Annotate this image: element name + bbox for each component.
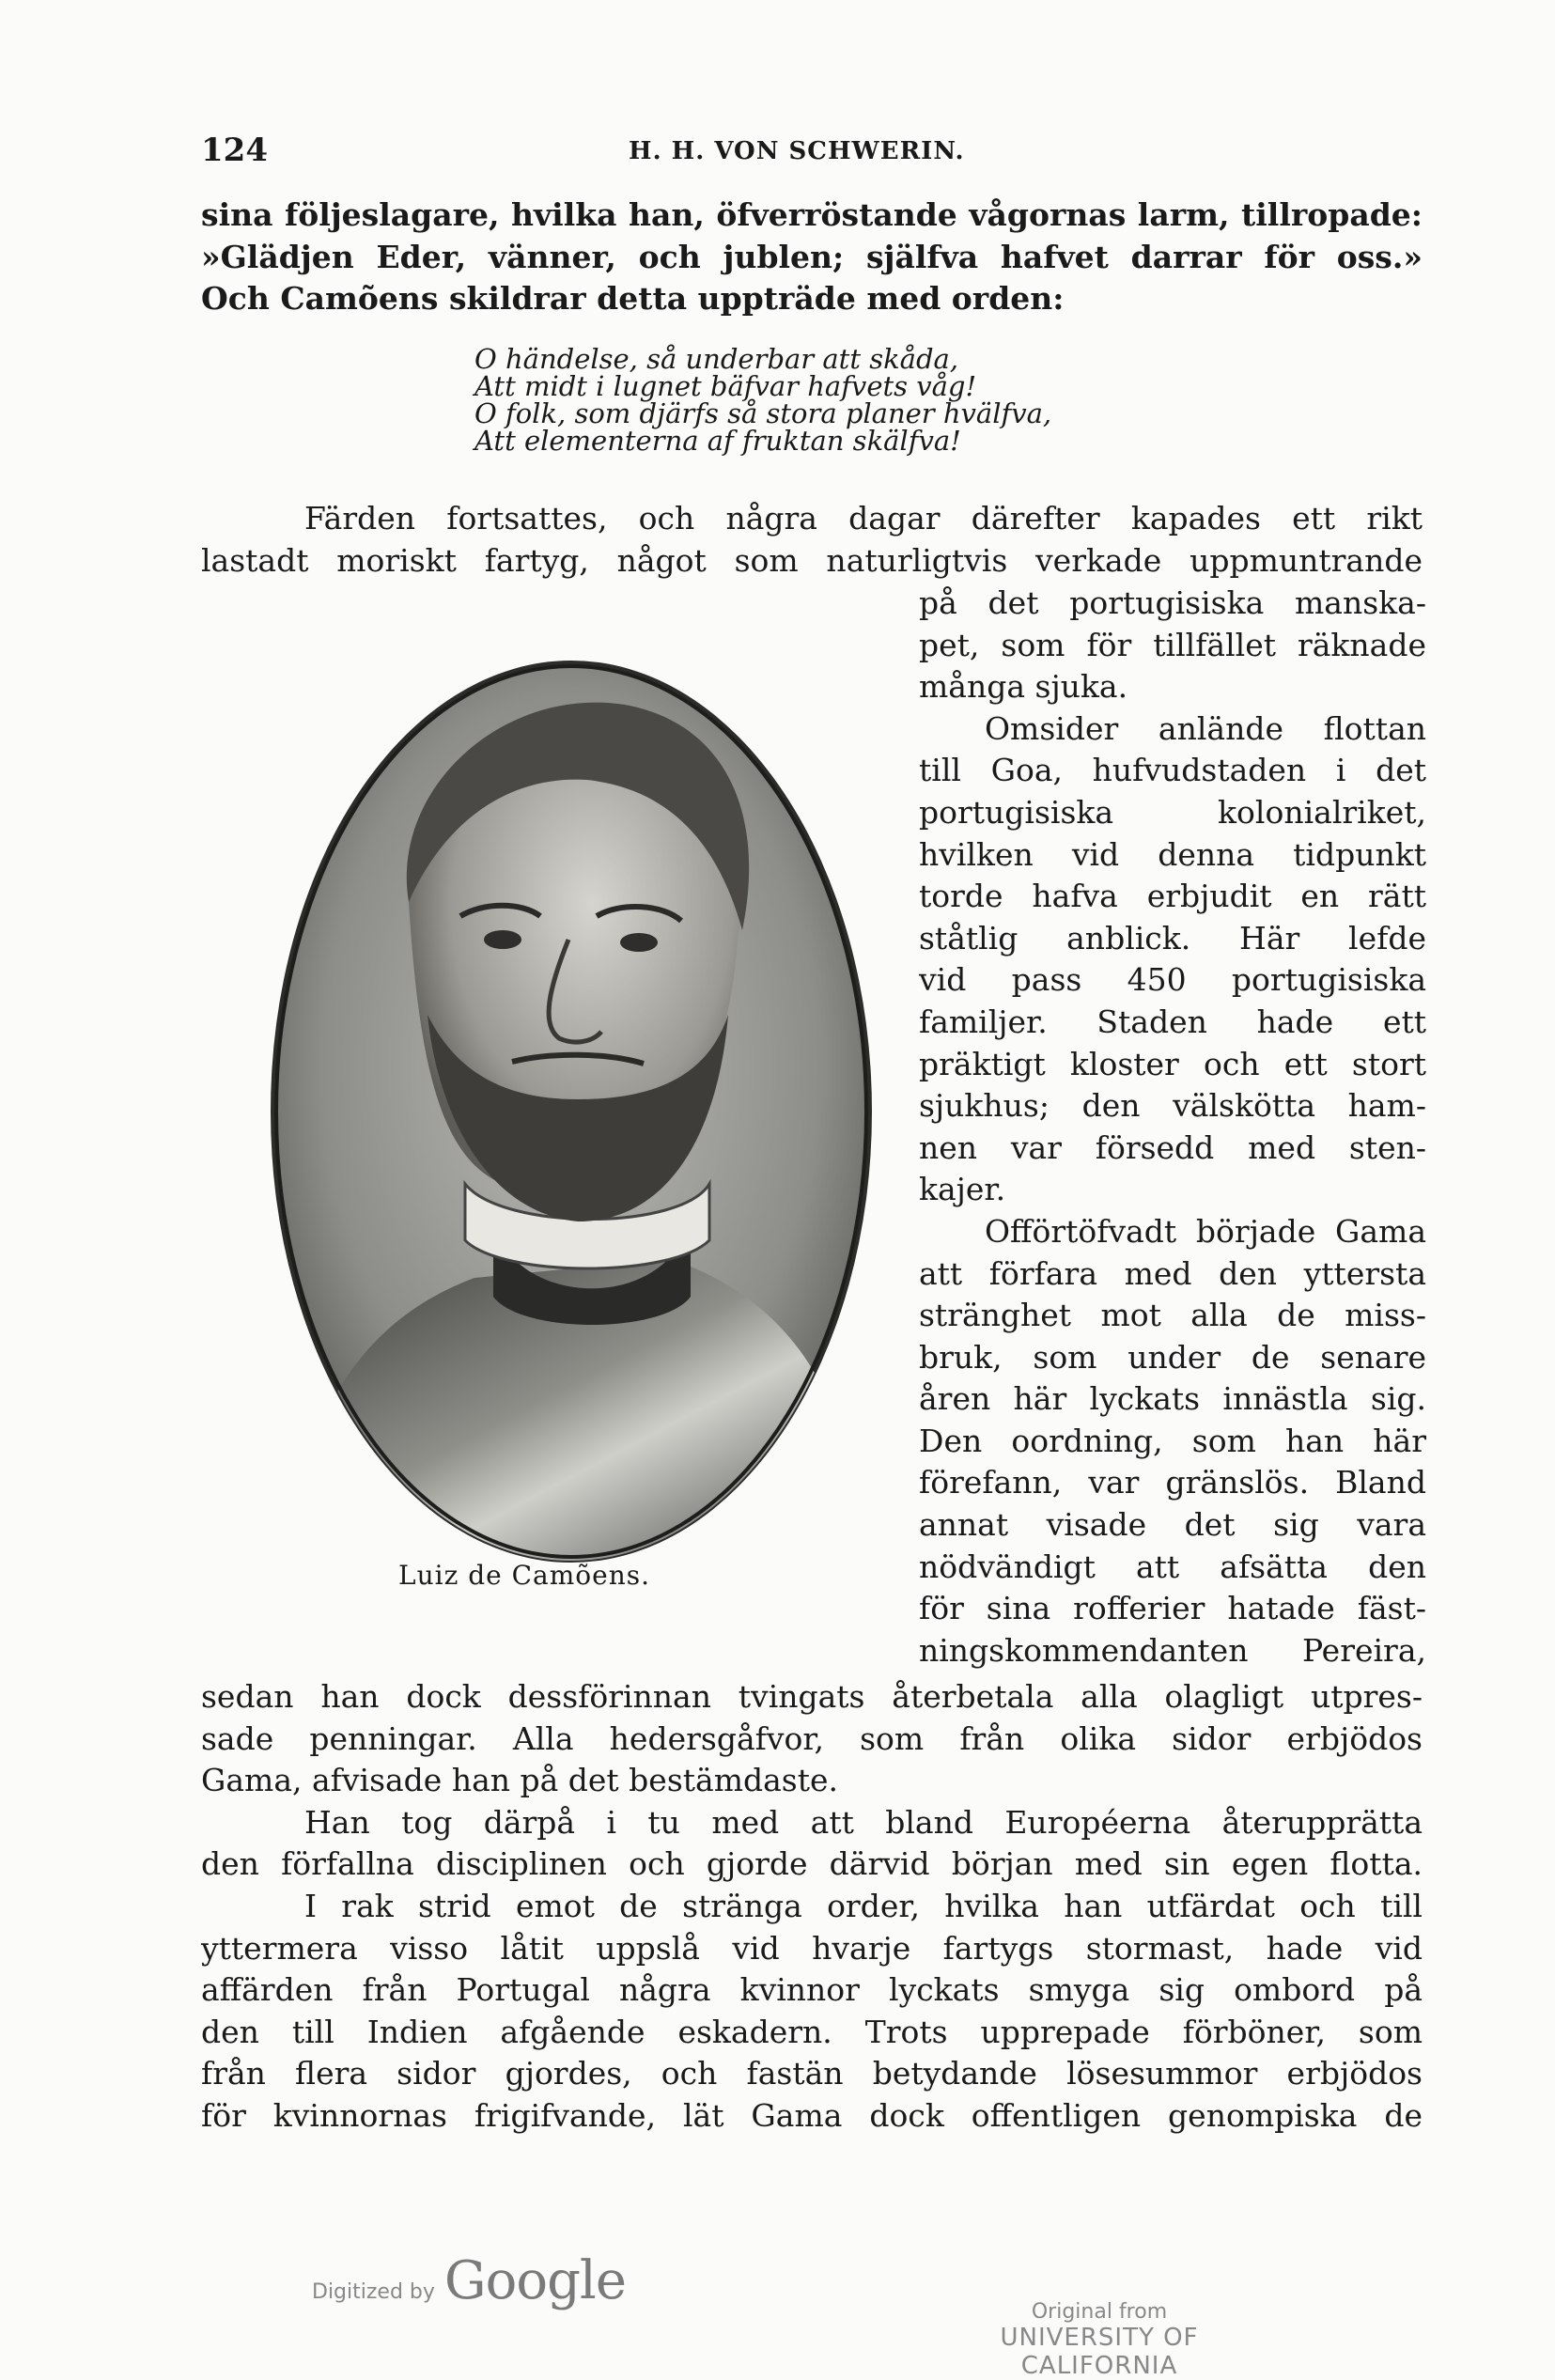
text-line: många sjuka. [919,668,1128,706]
text-line: att förfara med den yttersta [919,1254,1426,1292]
text-line: stränghet mot alla de miss- [919,1297,1426,1334]
digitized-by-footer [312,2250,626,2311]
text-line: affärden från Portugal några kvinnor lyckats smyga sig ombord på [201,1971,1423,2009]
text-line: för kvinnornas frigifvande, lät Gama dock offentligen genompiska de [201,2096,1423,2134]
text-line: sjukhus; den välskötta ham- [919,1087,1426,1125]
text-line: den till Indien afgående eskadern. Trots upprepade förböner, som [201,2013,1423,2050]
original-from-footer [930,2300,1268,2380]
text-line: torde hafva erbjudit en rätt [919,878,1426,915]
text-line: sedan han dock dessförinnan tvingats återbetala alla olagligt utpres- [201,1678,1423,1715]
text-line: präktigt kloster och ett stort [919,1045,1426,1082]
text-line: ningskommendanten Pereira, [919,1631,1426,1669]
running-head: H. H. VON SCHWERIN. [629,137,965,165]
text-line: åren här lyckats innästla sig. [919,1380,1426,1418]
text-line: till Goa, hufvudstaden i det [919,752,1426,789]
text-line: pet, som för tillfället räknade [919,626,1426,663]
text-line: familjer. Staden hade ett [919,1003,1426,1040]
text-line: Och Camõens skildrar detta uppträde med orden: [201,280,1065,318]
bottom-paragraphs [201,1676,1423,2138]
text-line: Omsider anlände flottan [985,709,1426,747]
text-line: från flera sidor gjordes, och fastän betydande lösesummor erbjödos [201,2055,1423,2092]
text-line: sade penningar. Alla hedersgåfvor, som från olika sidor erbjödos [201,1719,1423,1757]
original-from-label: Original from [1031,2300,1168,2324]
institution-name: UNIVERSITY OF CALIFORNIA [1000,2324,1199,2380]
poem-line: Att elementerna af fruktan skälfva! [474,425,961,457]
text-line: sina följeslagare, hvilka han, öfverröstande vågornas larm, tillropade: [201,196,1423,233]
page-header [201,132,1423,179]
text-line: för sina rofferier hatade fäst- [919,1590,1426,1627]
text-line: »Glädjen Eder, vänner, och jublen; själfva hafvet darrar för oss.» [201,238,1423,275]
text-line: I rak strid emot de stränga order, hvilka han utfärdat och till [304,1887,1423,1924]
poem-line: O folk, som djärfs så stora planer hvälfva, [474,397,1052,429]
text-line: ståtlig anblick. Här lefde [919,919,1426,957]
intro-paragraph [201,194,1423,320]
poem-line: Att midt i lugnet bäfvar hafvets våg! [474,370,977,402]
page-number: 124 [201,132,268,169]
poem-line: O händelse, så underbar att skåda, [474,343,959,375]
google-logo: Google [443,2250,626,2311]
text-line: annat visade det sig vara [919,1506,1426,1544]
text-line: Gama, afvisade han på det bestämdaste. [201,1762,839,1799]
text-line: på det portugisiska manska- [919,584,1426,621]
text-line: yttermera visso låtit uppslå vid hvarje fartygs stormast, hade vid [201,1929,1423,1967]
text-line: portugisiska kolonialriket, [919,793,1426,831]
text-line: Han tog därpå i tu med att bland Européerna återupprätta [304,1803,1423,1841]
text-line: nen var försedd med sten- [919,1128,1426,1166]
portrait-caption: Luiz de Camõens. [398,1560,651,1591]
text-line: Den oordning, som han här [919,1422,1426,1459]
text-line: kajer. [919,1171,1006,1208]
text-line: den förfallna disciplinen och gjorde därvid början med sin egen flotta. [201,1845,1423,1883]
text-line: vid pass 450 portugisiska [919,961,1426,999]
text-line: nödvändigt att afsätta den [919,1548,1426,1585]
text-line: Färden fortsattes, och några dagar därefter kapades ett rikt [304,500,1423,537]
right-column-text [919,583,1426,1672]
voyage-paragraph [201,498,1423,582]
poem-quote [474,343,1052,457]
text-line: Offörtöfvadt började Gama [985,1212,1426,1250]
text-line: hvilken vid denna tidpunkt [919,835,1426,873]
portrait-engraving [268,658,875,1565]
text-line: lastadt moriskt fartyg, något som naturligtvis verkade uppmuntrande [201,541,1423,579]
digitized-by-label: Digitized by [312,2280,435,2304]
text-line: bruk, som under de senare [919,1338,1426,1376]
text-line: förefann, var gränslös. Bland [919,1464,1426,1501]
